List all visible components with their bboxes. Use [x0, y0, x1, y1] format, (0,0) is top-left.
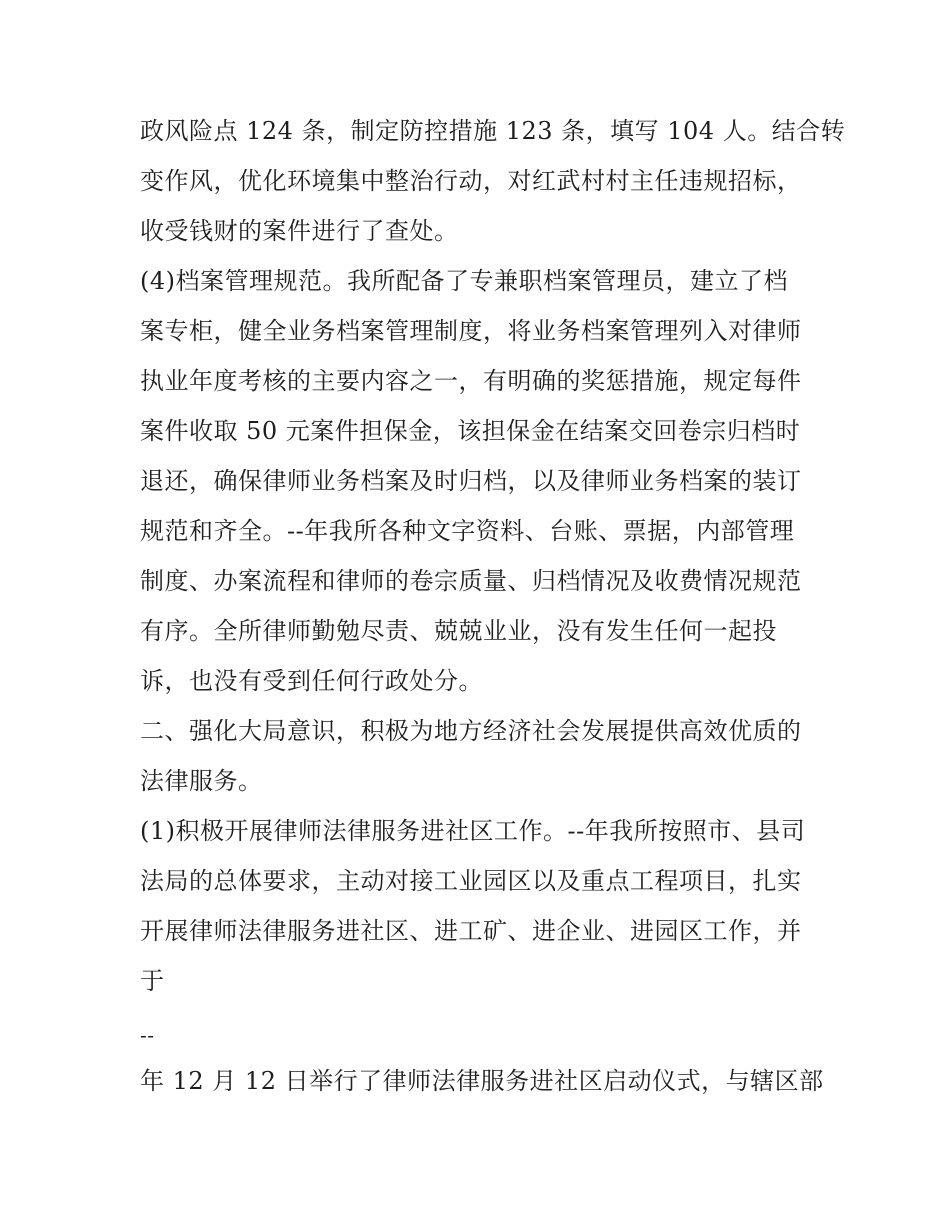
text-line: 执业年度考核的主要内容之一，有明确的奖惩措施，规定每件: [140, 367, 802, 395]
section-heading: 二、强化大局意识，积极为地方经济社会发展提供高效优质的: [140, 717, 802, 745]
text-line: 收受钱财的案件进行了查处。: [140, 217, 459, 245]
text-line: 制度、办案流程和律师的卷宗质量、归档情况及收费情况规范: [140, 567, 802, 595]
text-line: 年 12 月 12 日举行了律师法律服务进社区启动仪式，与辖区部: [140, 1067, 824, 1095]
separator-text: --: [140, 1023, 155, 1047]
text-line: 诉，也没有受到任何行政处分。: [140, 667, 483, 695]
text-line: 退还，确保律师业务档案及时归档，以及律师业务档案的装订: [140, 467, 802, 495]
text-line: (1)积极开展律师法律服务进社区工作。--年我所按照市、县司: [140, 817, 806, 845]
text-line: 开展律师法律服务进社区、进工矿、进企业、进园区工作，并: [140, 917, 802, 945]
text-line: 政风险点 124 条，制定防控措施 123 条，填写 104 人。结合转: [140, 117, 846, 145]
text-line: 有序。全所律师勤勉尽责、兢兢业业，没有发生任何一起投: [140, 617, 777, 645]
text-line: 案专柜，健全业务档案管理制度，将业务档案管理列入对律师: [140, 317, 802, 345]
text-line: 规范和齐全。--年我所各种文字资料、台账、票据，内部管理: [140, 517, 795, 545]
text-line: 变作风，优化环境集中整治行动，对红武村村主任违规招标，: [140, 167, 802, 195]
section-heading: 法律服务。: [140, 767, 263, 795]
text-line: 法局的总体要求，主动对接工业园区以及重点工程项目，扎实: [140, 867, 802, 895]
text-line: (4)档案管理规范。我所配备了专兼职档案管理员，建立了档: [140, 267, 788, 295]
text-line: 于: [140, 967, 165, 995]
text-line: 案件收取 50 元案件担保金，该担保金在结案交回卷宗归档时: [140, 417, 801, 445]
